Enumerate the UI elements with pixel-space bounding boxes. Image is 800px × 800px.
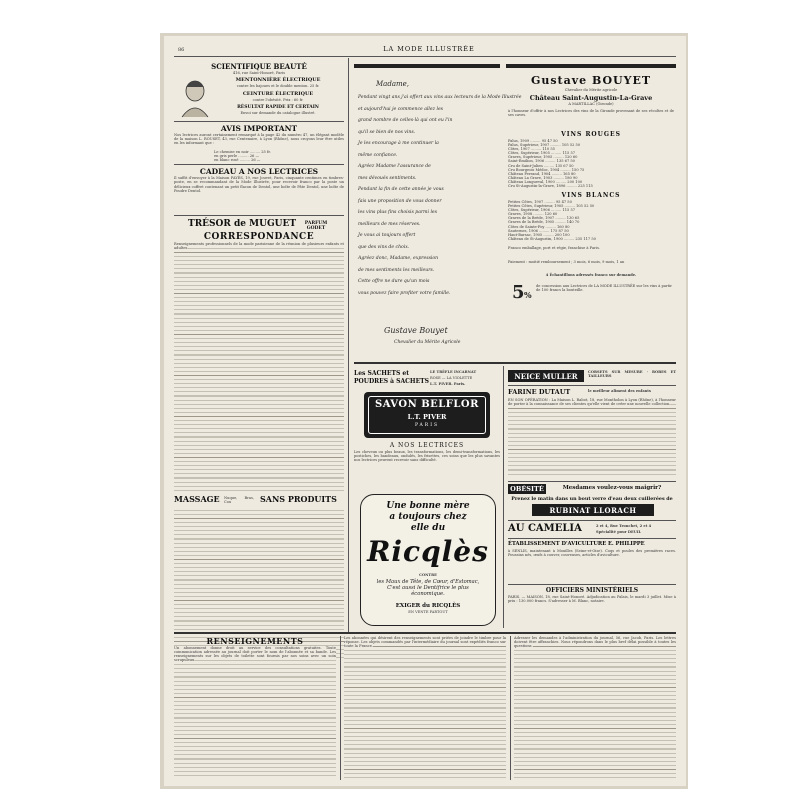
correspondance-intro: Renseignements professionnels de la mode parisienne de la réunion de plusieurs enfants et adultes. — [174, 242, 344, 251]
letter-line: grand nombre de celles-là qui ont eu l'in — [358, 118, 453, 123]
renseignements-col-3 — [514, 636, 676, 780]
correspondance-text — [174, 242, 344, 492]
bouyet-franco: Franco emballage, port et régie, franchise à Paris. — [508, 246, 600, 250]
wine-row: Château de St-Augustin, 1900 ......... 235 117 50 — [508, 236, 596, 241]
wine-row: Graves, 1908 ......... 120 60 — [508, 212, 558, 217]
lectrices-body: Les cheveux ou plus beaux, les transformations, les demi-transformations, les postiches, les bandeaux, ondulés, les frisettes, ces soins que les plus savantes nos lectrices peuvent recevoir sans difficulté. — [354, 450, 500, 463]
divider — [508, 520, 676, 521]
cadeau-title: CADEAU A NOS LECTRICES — [199, 167, 319, 177]
massage-subtitle: SANS PRODUITS — [260, 494, 337, 505]
wine-row: Haut-Barsac, 1905 ......... 200 100 — [508, 232, 570, 237]
letter-line: Cette offre ne dure qu'un mois — [358, 279, 430, 284]
officiers-title: OFFICIERS MINISTÉRIELS — [545, 587, 639, 594]
wine-row: Graves de la Brède, 1905 ......... 140 70 — [508, 220, 580, 225]
lectrices-title: A NOS LECTRICES — [389, 442, 465, 449]
savon-city: PARIS — [414, 423, 440, 428]
bouyet-subtitle: Chevalier du Mérite agricole — [564, 88, 618, 92]
letter-line: de mes sentiments les meilleurs. — [358, 267, 435, 273]
letter-body — [358, 92, 522, 299]
vins-blancs-title: VINS BLANCS — [561, 192, 621, 199]
section-rule — [354, 362, 676, 364]
mentonniere-title: MENTONNIÈRE ÉLECTRIQUE — [235, 77, 321, 84]
renseignements-title: RENSEIGNEMENTS — [206, 636, 304, 646]
wine-row: Cru Bourgeois Médoc, 1904 ......... 150 75 — [508, 167, 585, 172]
sachets-piver: L.T. PIVER. Paris. — [430, 382, 466, 386]
cadeau-body: Il suffit d'envoyer à la Maison FAYÈS, 19, rue Jouvet, Paris, cinquante centimes en timbres-poste, en se recommandant de la Mode Illustrée, pour recevoir franco par la poste un délicieux coffret contenant un petit flacon de Dentol, une boîte de Pâte Dentol, une boîte de Poudre Dentol. — [174, 176, 344, 193]
bouyet-chateau: Château Saint-Augustin-La-Grave — [529, 94, 653, 102]
neice-muller-logo — [508, 370, 584, 382]
letter-line: Pendant la fin de cette année je vous — [358, 187, 444, 192]
letter-line: mes dévoués sentiments. — [358, 175, 417, 181]
farine-tagline: le meilleur aliment des enfants — [588, 389, 651, 393]
letter-salutation: Madame, — [376, 80, 410, 88]
ricqles-line3: elle du — [410, 523, 446, 533]
sachets-line1: Les SACHETS et — [354, 370, 409, 377]
discount-number: 5 — [512, 282, 525, 303]
avis-body: Nos lectrices auront certainement remarqué à la page 42 du numéro 47, un élégant modèle de la maison L. ROUSET, 43, rue Centenaire, à Lyon (Rhône), nous croyons leur être utiles en les informant que : — [174, 133, 344, 146]
letter-line: les vins plus fins choisis parmi les — [358, 210, 437, 215]
letter-line: qu'il se bien de nos vins. — [358, 129, 416, 135]
wine-row: Petites Côtes, Supérieur, 1905 ......... 105 52 50 — [508, 204, 595, 209]
philippe-title: ÉTABLISSEMENT D'AVICULTURE E. PHILIPPE — [508, 541, 645, 547]
renseignements-col-1 — [174, 636, 336, 780]
bouyet-samples: 4 Échantillons adressés franco sur demande. — [545, 273, 637, 277]
officiers-body: PARIS. — MAISON, 18, rue Saint-Honoré. Adjudication au Palais, le mardi 3 juillet. Mise à prix : 130.000 francs. S'adresser à M. Blanc, notaire. — [508, 595, 676, 604]
letter-line: Agréez donc, Madame, expression — [358, 256, 439, 261]
mentonniere-desc: contre les bajoues et le double menton. 25 fr. — [236, 84, 320, 89]
wine-row: Château Ferrand, 1904 ......... 165 80 — [508, 171, 576, 176]
wine-row: Côtes, 1907 ......... 110 55 — [508, 147, 555, 152]
beaute-catalogue: Envoi sur demande du catalogue illustré. — [240, 111, 316, 116]
beaute-title: SCIENTIFIQUE BEAUTÉ — [211, 62, 307, 71]
wine-row: Palus, 1909 ......... 95 47 50 — [508, 139, 558, 143]
sachets-trefle: LE TRÈFLE INCARNAT — [430, 370, 477, 374]
divider — [508, 481, 676, 482]
farine-body-block — [508, 398, 676, 478]
column-divider — [348, 58, 349, 633]
wine-row: Palus, Supérieur, 1907 ......... 105 52 50 — [508, 143, 581, 148]
letter-top-band — [354, 64, 500, 68]
obesite-question: Mesdames voulez-vous maigrir? — [562, 485, 662, 491]
neice-tagline: CORSETS SUR MESURE · ROBES ET TAILLEURS — [588, 370, 676, 379]
letter-line: fais une proposition de vous donner — [358, 198, 442, 204]
wine-row: Côtes de Sainte-Foy ......... 160 80 — [508, 224, 570, 229]
divider — [174, 164, 344, 165]
letter-line: vous pouvez faire profiter votre famille. — [358, 290, 451, 296]
ricqles-line2: a toujours chez — [389, 512, 467, 522]
magazine-page — [164, 36, 686, 786]
rubinat-banner — [532, 504, 654, 516]
renseignements-col-2 — [344, 636, 506, 780]
divider — [508, 385, 676, 386]
wine-row: Sauternes, 1906 ......... 175 87 50 — [508, 228, 569, 233]
philippe-body: à SENLIS, maintenant à Mouilles (Seine-et-Oise). Coqs et poules des premières races. Poussins nés, œufs à couver, couveuses, articles d'aviculture. — [508, 549, 676, 558]
column-divider — [503, 366, 504, 628]
rubinat-brand: RUBINAT LLORACH — [549, 506, 637, 515]
beaute-result: RÉSULTAT RAPIDE ET CERTAIN — [237, 105, 319, 111]
obesite-line: Prenez le matin dans un bout verre d'eau deux cuillerées de — [511, 496, 673, 502]
savon-name: SAVON BELFLOR — [375, 399, 479, 410]
column-divider — [340, 636, 341, 780]
woman-portrait-icon — [178, 77, 212, 117]
vins-blancs-list — [508, 200, 674, 241]
renseignements-text-2: Les abonnées qui désirent des renseignements sont priées de joindre le timbre pour la réponse. Les objets commandés par l'intermédiaire du journal sont expédiés franco sur toute la France. — [344, 636, 506, 649]
column-divider — [510, 636, 511, 780]
wine-row: Graves, Supérieur, 1905 ......... 120 60 — [508, 155, 578, 160]
camelia-specialty: Spécialité pour DEUIL — [596, 530, 642, 534]
letter-line: Je les encourage à me continuer la — [358, 141, 439, 146]
sachets-rose: ROSE — LA VIOLETTE — [430, 376, 473, 380]
bouyet-intro: à l'honneur d'offrir à nos Lectrices des vins de la Gironde provenant de ses récoltes et de ses caves. — [508, 109, 674, 118]
ceinture-desc: contre l'obésité. Prix : 60 fr. — [252, 98, 304, 103]
header-rule — [174, 56, 676, 57]
correspondance-title: CORRESPONDANCE — [203, 232, 315, 243]
muguet-brand: PARFUM GODET — [304, 221, 328, 232]
ricqles-ailments: les Maux de Tête, de Cœur, d'Estomac, C'est aussi le Dentifrice le plus économique. — [376, 579, 480, 597]
letter-line: même confiance. — [358, 152, 398, 158]
avis-price-1: Le chemise en noir ......... 25 fr. — [214, 150, 271, 155]
obesite-label — [508, 484, 546, 494]
avis-title: AVIS IMPORTANT — [220, 124, 298, 134]
ricqles-partout: EN VENTE PARTOUT — [408, 610, 448, 614]
page-number: 86 — [178, 47, 185, 53]
savon-belflor-ad — [364, 392, 490, 438]
letter-signature: Gustave Bouyet — [384, 326, 448, 335]
bouyet-location: A MARTILLAC (Gironde) — [568, 102, 614, 106]
bouyet-payment: Paiement : moitié remboursement ; 3 mois, 6 mois, 9 mois, 1 an — [508, 260, 625, 264]
left-column — [174, 60, 344, 630]
savon-brand: L.T. PIVER — [407, 413, 447, 421]
discount-text: de concession aux Lectrices de LA MODE ILLUSTRÉE sur les vins à partir de 100 francs la bouteille. — [536, 284, 672, 293]
bouyet-name: Gustave BOUYET — [530, 74, 652, 87]
letter-line: Agréez Madame l'assurance de — [358, 164, 431, 169]
obesite-title: OBÉSITÉ — [510, 485, 544, 493]
ricqles-brand: Ricqlès — [367, 535, 489, 568]
letter-line: Pendant vingt ans j'ai offert aux vins aux lecteurs de la Mode Illustrée — [358, 95, 522, 100]
sachets-line2: POUDRES à SACHETS — [354, 378, 429, 385]
vins-rouges-title: VINS ROUGES — [561, 131, 621, 138]
ricqles-line1: Une bonne mère — [386, 501, 470, 511]
renseignements-text-3: Adresser les demandes à l'administration du journal, 56, rue Jacob, Paris. Les lettres doivent être affranchies. Nous répondrons dans le plus bref délai possible à toutes les questions. — [514, 636, 676, 649]
camelia-title: AU CAMELIA — [508, 523, 582, 534]
avis-price-3: en blanc rosé ......... 26 — — [214, 158, 261, 163]
wine-row: Château La Grave, 1903 ......... 180 90 — [508, 175, 578, 180]
wine-row: Château Longueval, 1900 ......... 200 100 — [508, 179, 583, 184]
renseignements-block-1 — [174, 646, 336, 778]
massage-sub: Nuque, Bras, Cou — [224, 496, 254, 505]
divider — [174, 121, 344, 122]
ad-top-band — [506, 64, 676, 68]
wine-row: Petites Côtes, 1907 ......... 95 47 50 — [508, 200, 572, 204]
avis-price-2: en gris perle ......... 26 — — [214, 154, 260, 159]
wine-row: Graves de la Brède, 1907 ......... 130 65 — [508, 216, 580, 221]
letter-signature-title: Chevalier du Mérite Agricole — [394, 340, 461, 345]
letter-line: meilleurs de mes réserves. — [358, 221, 421, 227]
farine-title: FARINE DUTAUT — [508, 388, 571, 396]
letter-line: et aujourd'hui je commence allez les — [358, 106, 444, 112]
bouyet-wine-ad — [506, 64, 676, 359]
renseignements-section — [174, 636, 676, 780]
discount-symbol: % — [524, 290, 532, 300]
farine-body: EN SON OPÉRATION : La Maison L. Rabot, 18, rue Montholon à Lyon (Rhône), à l'honneur de porter à la connaissance de ses clientes qu'elle vient de créer une nouvelle collection. — [508, 398, 676, 407]
beaute-address: 416, rue Saint-Honoré, Paris — [232, 71, 286, 75]
wine-row: Saint-Émilion, 1906 ......... 135 67 50 — [508, 159, 575, 164]
handwritten-letter — [354, 64, 522, 354]
letter-line: que des vins de choix. — [358, 244, 410, 250]
neice-brand: NEICE MULLER — [514, 372, 578, 381]
magazine-title: LA MODE ILLUSTRÉE — [383, 45, 475, 53]
massage-title: MASSAGE — [174, 494, 220, 505]
ricqles-contre: CONTRE — [419, 573, 437, 577]
muguet-title: TRÉSOR de MUGUET — [188, 219, 297, 230]
divider — [508, 584, 676, 585]
divider — [508, 538, 676, 539]
divider — [174, 215, 344, 216]
ricqles-exigez: EXIGER du RICQLÈS — [395, 603, 461, 609]
wine-row: Côtes, Supérieur, 1906 ......... 115 57 — [508, 208, 576, 213]
wine-row: Cru de Saint-Julien ......... 135 67 50 — [508, 163, 574, 168]
wine-row: Côtes, Supérieur, 1905 ......... 115 57 — [508, 151, 576, 156]
letter-line: Je vous ai toujours offert — [358, 233, 416, 238]
ricqles-ad — [360, 494, 496, 626]
wine-row: Cru St-Augustin-la-Grave, 1896 ......... 225 115 — [508, 184, 593, 189]
renseignements-text-1: Un abonnement donne droit au service des consultations gratuites. Toute communication adressée au journal doit porter le nom de l'abonnée et sa bande. Les renseignements sur les objets de toilette sont fournis par nos soins avec un soin scrupuleux. — [174, 646, 336, 663]
vins-rouges-list — [508, 139, 674, 188]
section-rule — [174, 632, 676, 634]
camelia-address: 2 et 4, Rue Tronchet, 2 et 4 — [596, 524, 652, 528]
ceinture-title: CEINTURE ÉLECTRIQUE — [242, 91, 314, 98]
